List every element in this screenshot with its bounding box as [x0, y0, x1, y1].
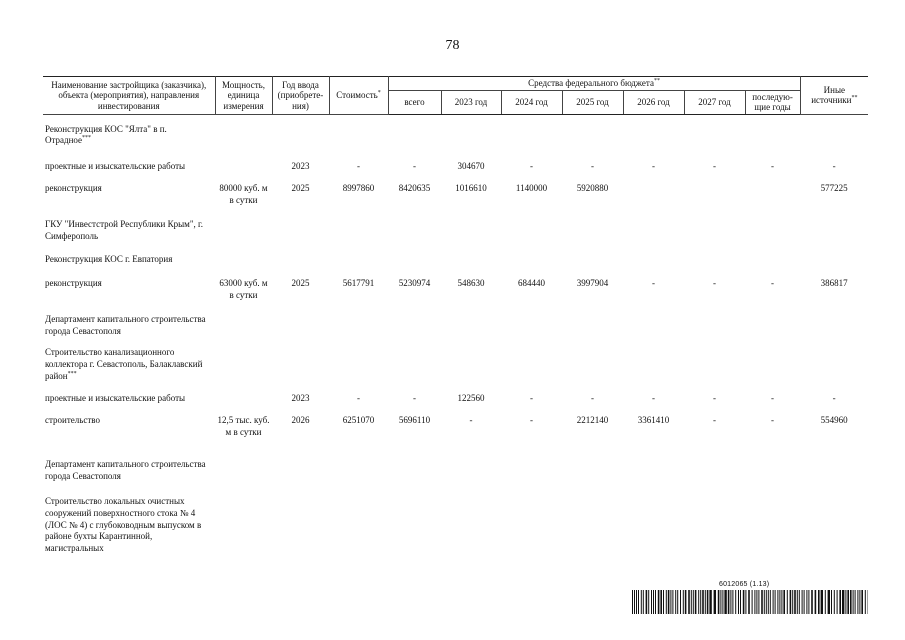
barcode-bar	[850, 590, 852, 614]
barcode-bar	[758, 590, 759, 614]
barcode-bar	[724, 590, 726, 614]
cell-later: -	[771, 278, 775, 289]
cell-later	[745, 245, 800, 269]
cell-other	[800, 210, 868, 245]
barcode-bar	[672, 590, 673, 614]
cell-y2027	[684, 114, 745, 152]
barcode-bar	[720, 590, 721, 614]
barcode-bar	[695, 590, 697, 614]
barcode-label: 6012065 (1.13)	[719, 581, 770, 588]
barcode-bar	[700, 590, 701, 614]
row-name: Строительство канализационного коллектора г. Севастополь, Балаклавский район***	[45, 347, 203, 381]
barcode-bar	[839, 590, 841, 614]
barcode-bar	[837, 590, 838, 614]
barcode-bar	[853, 590, 854, 614]
barcode-bar	[831, 590, 832, 614]
cell-y2025: -	[591, 161, 594, 172]
barcode-bar	[728, 590, 730, 614]
barcode-bar	[766, 590, 767, 614]
barcode-bar	[859, 590, 860, 614]
barcode-bar	[643, 590, 644, 614]
barcode-bar	[683, 590, 684, 614]
cell-later	[745, 174, 800, 210]
table-row	[43, 338, 868, 384]
cell-cost: -	[357, 393, 360, 404]
row-name: Реконструкция КОС г. Евпатория	[45, 254, 173, 265]
cell-capacity	[215, 384, 272, 406]
table-row	[43, 384, 868, 406]
barcode-bar	[756, 590, 757, 614]
cell-year: 2025	[291, 183, 310, 194]
barcode-bar	[702, 590, 704, 614]
barcode-bar	[781, 590, 782, 614]
barcode-bar	[775, 590, 776, 614]
barcode-bar	[735, 590, 736, 614]
barcode-bar	[677, 590, 678, 614]
barcode-bar	[666, 590, 667, 614]
cell-y2026	[623, 338, 684, 384]
barcode-bar	[707, 590, 709, 614]
barcode-bar	[804, 590, 805, 614]
barcode-bar	[732, 590, 733, 614]
cell-total	[388, 450, 441, 487]
header-2025: 2025 год	[562, 91, 623, 115]
cell-total: 8420635	[398, 183, 431, 194]
cell-total	[388, 487, 441, 557]
barcode-bar	[794, 590, 796, 614]
cell-cost	[329, 487, 388, 557]
barcode-bar	[748, 590, 750, 614]
cell-capacity: 63000 куб. м в сутки	[219, 278, 268, 300]
cell-y2026: -	[652, 161, 655, 172]
header-name: Наименование застройщика (заказчика), объекта (мероприятия), направления инвестирования	[43, 77, 215, 115]
barcode-bar	[764, 590, 765, 614]
cell-year	[272, 450, 329, 487]
cell-later	[745, 114, 800, 152]
cell-capacity	[215, 114, 272, 152]
barcode-bar	[828, 590, 830, 614]
cell-capacity	[215, 487, 272, 557]
barcode-bar	[799, 590, 800, 614]
barcode-bar	[743, 590, 745, 614]
cell-y2025: -	[591, 393, 594, 404]
barcode-bar	[691, 590, 692, 614]
cell-other	[800, 450, 868, 487]
cell-other: 386817	[820, 278, 848, 289]
table-row	[43, 487, 868, 557]
barcode-bar	[680, 590, 681, 614]
header-total: всего	[388, 91, 441, 115]
barcode-bar	[646, 590, 648, 614]
cell-y2023	[441, 305, 501, 338]
barcode-bar	[655, 590, 656, 614]
cell-other	[800, 487, 868, 557]
barcode-bar	[634, 590, 635, 614]
cell-capacity	[215, 338, 272, 384]
cell-y2024: -	[530, 393, 533, 404]
cell-year	[272, 338, 329, 384]
header-year: Год ввода (приобрете-ния)	[272, 77, 329, 115]
barcode-bar	[722, 590, 723, 614]
cell-total	[388, 210, 441, 245]
table-row	[43, 174, 868, 210]
barcode-bar	[632, 590, 633, 614]
cell-total: 5230974	[398, 278, 431, 289]
cell-cost: 6251070	[342, 415, 375, 426]
barcode-bar	[845, 590, 846, 614]
cell-y2025: 2212140	[576, 415, 609, 426]
row-name: Реконструкция КОС "Ялта" в п. Отрадное***	[45, 123, 167, 146]
barcode-bar	[638, 590, 639, 614]
row-name: проектные и изыскательские работы	[45, 393, 186, 404]
cell-y2026	[623, 114, 684, 152]
cell-y2025	[562, 450, 623, 487]
cell-y2027	[684, 245, 745, 269]
cell-year: 2023	[291, 161, 310, 172]
barcode-bar	[658, 590, 660, 614]
cell-y2024: 684440	[518, 278, 545, 289]
barcode-bar	[730, 590, 731, 614]
cell-year: 2023	[291, 393, 310, 404]
cell-year: 2026	[291, 415, 310, 426]
cell-cost: 8997860	[342, 183, 375, 194]
header-2023: 2023 год	[441, 91, 501, 115]
barcode-bar	[815, 590, 817, 614]
barcode-bar	[761, 590, 763, 614]
table-row	[43, 406, 868, 450]
cell-y2024: -	[530, 161, 533, 172]
barcode-bar	[834, 590, 835, 614]
cell-later	[745, 305, 800, 338]
cell-other	[800, 114, 868, 152]
cell-later: -	[771, 415, 775, 426]
cell-y2025: 5920880	[576, 183, 609, 194]
cell-y2027	[684, 174, 745, 210]
barcode-bar	[806, 590, 807, 614]
barcode-bar	[653, 590, 654, 614]
cell-capacity	[215, 210, 272, 245]
header-later: последую-щие годы	[745, 91, 800, 115]
cell-y2023	[441, 338, 501, 384]
barcode-bar	[693, 590, 694, 614]
cell-y2023: 304670	[457, 161, 485, 172]
cell-capacity	[215, 305, 272, 338]
cell-y2023	[441, 450, 501, 487]
barcode-bar	[688, 590, 690, 614]
cell-total	[388, 245, 441, 269]
barcode-bar	[745, 590, 746, 614]
barcode-bar	[660, 590, 662, 614]
budget-table	[43, 76, 868, 557]
barcode-bar	[663, 590, 664, 614]
table-row	[43, 269, 868, 305]
cell-y2026: -	[652, 393, 655, 404]
row-name: Строительство локальных очистных сооружений поверхностного стока № 4 (ЛОС № 4) с глубоководным выпуском в районе бухты Карантинной, магистральных	[45, 496, 202, 553]
cell-other: -	[832, 393, 836, 404]
row-name: реконструкция	[45, 183, 102, 194]
row-name: Департамент капитального строительства города Севастополя	[45, 459, 206, 481]
cell-y2024	[501, 245, 562, 269]
table-row	[43, 210, 868, 245]
cell-y2027: -	[713, 161, 716, 172]
barcode-bar	[855, 590, 856, 614]
cell-capacity	[215, 450, 272, 487]
table-row	[43, 450, 868, 487]
cell-y2027	[684, 210, 745, 245]
cell-capacity: 80000 куб. м в сутки	[219, 183, 268, 205]
barcode-bar	[790, 590, 792, 614]
cell-year: 2025	[291, 278, 310, 289]
header-capacity: Мощность, единица измерения	[215, 77, 272, 115]
cell-year	[272, 487, 329, 557]
barcode-bar	[636, 590, 637, 614]
barcode-bar	[740, 590, 741, 614]
cell-y2023: 122560	[457, 393, 485, 404]
barcode-bar	[754, 590, 755, 614]
barcode-bar	[857, 590, 858, 614]
cell-y2027: -	[713, 278, 716, 289]
cell-y2027: -	[713, 393, 716, 404]
cell-capacity	[215, 152, 272, 174]
cell-other	[800, 245, 868, 269]
row-name: проектные и изыскательские работы	[45, 161, 186, 172]
page-number: 78	[445, 38, 460, 53]
barcode-bar	[738, 590, 739, 614]
table-row	[43, 305, 868, 338]
cell-total: -	[413, 393, 416, 404]
cell-total	[388, 338, 441, 384]
cell-total: 5696110	[398, 415, 431, 426]
cell-later: -	[771, 161, 775, 172]
row-name: строительство	[45, 415, 100, 426]
cell-y2024	[501, 210, 562, 245]
cell-y2024	[501, 338, 562, 384]
cell-y2024: 1140000	[515, 183, 548, 194]
barcode-bar	[818, 590, 820, 614]
cell-cost	[329, 305, 388, 338]
cell-cost	[329, 114, 388, 152]
barcode-bar	[777, 590, 778, 614]
cell-y2024: -	[530, 415, 533, 426]
cell-y2024	[501, 114, 562, 152]
cell-y2023	[441, 114, 501, 152]
cell-y2026: -	[652, 278, 655, 289]
cell-other: 554960	[820, 415, 848, 426]
cell-y2026	[623, 210, 684, 245]
table-row	[43, 245, 868, 269]
cell-y2023: 548630	[457, 278, 485, 289]
cell-cost	[329, 210, 388, 245]
barcode-bar	[714, 590, 716, 614]
cell-y2026	[623, 487, 684, 557]
cell-later: -	[771, 393, 775, 404]
barcode-bar	[768, 590, 769, 614]
cell-year	[272, 210, 329, 245]
cell-cost: 5617791	[342, 278, 375, 289]
cell-cost	[329, 450, 388, 487]
cell-cost: -	[357, 161, 360, 172]
barcode-bar	[698, 590, 699, 614]
cell-y2024	[501, 305, 562, 338]
cell-year	[272, 245, 329, 269]
cell-y2024	[501, 487, 562, 557]
barcode-bar	[811, 590, 813, 614]
cell-y2025: 3997904	[576, 278, 609, 289]
cell-y2023	[441, 487, 501, 557]
cell-y2023: 1016610	[455, 183, 487, 194]
cell-y2025	[562, 114, 623, 152]
cell-y2025	[562, 305, 623, 338]
barcode-bar	[779, 590, 780, 614]
cell-y2027	[684, 487, 745, 557]
cell-y2026	[623, 174, 684, 210]
cell-y2023	[441, 210, 501, 245]
barcode-bar	[718, 590, 720, 614]
barcode-bar	[797, 590, 798, 614]
barcode-bar	[861, 590, 863, 614]
barcode-bar	[648, 590, 649, 614]
cell-y2025	[562, 210, 623, 245]
barcode-bar	[752, 590, 753, 614]
cell-year	[272, 114, 329, 152]
barcode-image	[632, 590, 868, 614]
header-other: Иные источники**	[800, 77, 868, 115]
barcode-bar	[709, 590, 711, 614]
header-2026: 2026 год	[623, 91, 684, 115]
cell-y2026: 3361410	[637, 415, 670, 426]
cell-capacity	[215, 245, 272, 269]
cell-later	[745, 210, 800, 245]
barcode-bar	[705, 590, 706, 614]
cell-y2027: -	[713, 415, 716, 426]
header-2027: 2027 год	[684, 91, 745, 115]
cell-total	[388, 305, 441, 338]
cell-other: -	[832, 161, 836, 172]
barcode-bar	[842, 590, 844, 614]
barcode-bar	[821, 590, 823, 614]
cell-y2027	[684, 305, 745, 338]
cell-other	[800, 338, 868, 384]
barcode-bar	[792, 590, 793, 614]
barcode-bar	[641, 590, 642, 614]
table-row	[43, 114, 868, 152]
cell-y2026	[623, 245, 684, 269]
barcode-bar	[770, 590, 771, 614]
row-name: Департамент капитального строительства города Севастополя	[45, 314, 206, 336]
cell-y2026	[623, 450, 684, 487]
row-name: ГКУ "Инвестстрой Республики Крым", г. Симферополь	[45, 219, 203, 241]
barcode-bar	[847, 590, 849, 614]
cell-other: 577225	[820, 183, 848, 194]
cell-y2024	[501, 450, 562, 487]
cell-later	[745, 450, 800, 487]
barcode-bar	[802, 590, 803, 614]
row-name: реконструкция	[45, 278, 102, 289]
barcode-bar	[685, 590, 687, 614]
cell-y2025	[562, 487, 623, 557]
barcode-bar	[787, 590, 788, 614]
cell-total: -	[413, 161, 416, 172]
cell-cost	[329, 245, 388, 269]
barcode-bar	[670, 590, 671, 614]
cell-y2023: -	[469, 415, 473, 426]
barcode-bar	[675, 590, 676, 614]
cell-y2025	[562, 338, 623, 384]
table-row	[43, 152, 868, 174]
header-cost: Стоимость*	[329, 77, 388, 115]
cell-other	[800, 305, 868, 338]
cell-y2026	[623, 305, 684, 338]
cell-total	[388, 114, 441, 152]
cell-later	[745, 487, 800, 557]
cell-y2023	[441, 245, 501, 269]
barcode-bar	[773, 590, 774, 614]
header-federal: Средства федерального бюджета**	[388, 77, 800, 91]
barcode-bar	[808, 590, 809, 614]
barcode-bar	[865, 590, 866, 614]
cell-cost	[329, 338, 388, 384]
cell-year	[272, 305, 329, 338]
cell-later	[745, 338, 800, 384]
barcode-bar	[783, 590, 785, 614]
barcode-bar	[651, 590, 652, 614]
cell-capacity: 12,5 тыс. куб. м в сутки	[217, 415, 270, 437]
header-2024: 2024 год	[501, 91, 562, 115]
cell-y2027	[684, 450, 745, 487]
cell-y2027	[684, 338, 745, 384]
cell-y2025	[562, 245, 623, 269]
barcode-bar	[668, 590, 670, 614]
barcode-bar	[825, 590, 826, 614]
